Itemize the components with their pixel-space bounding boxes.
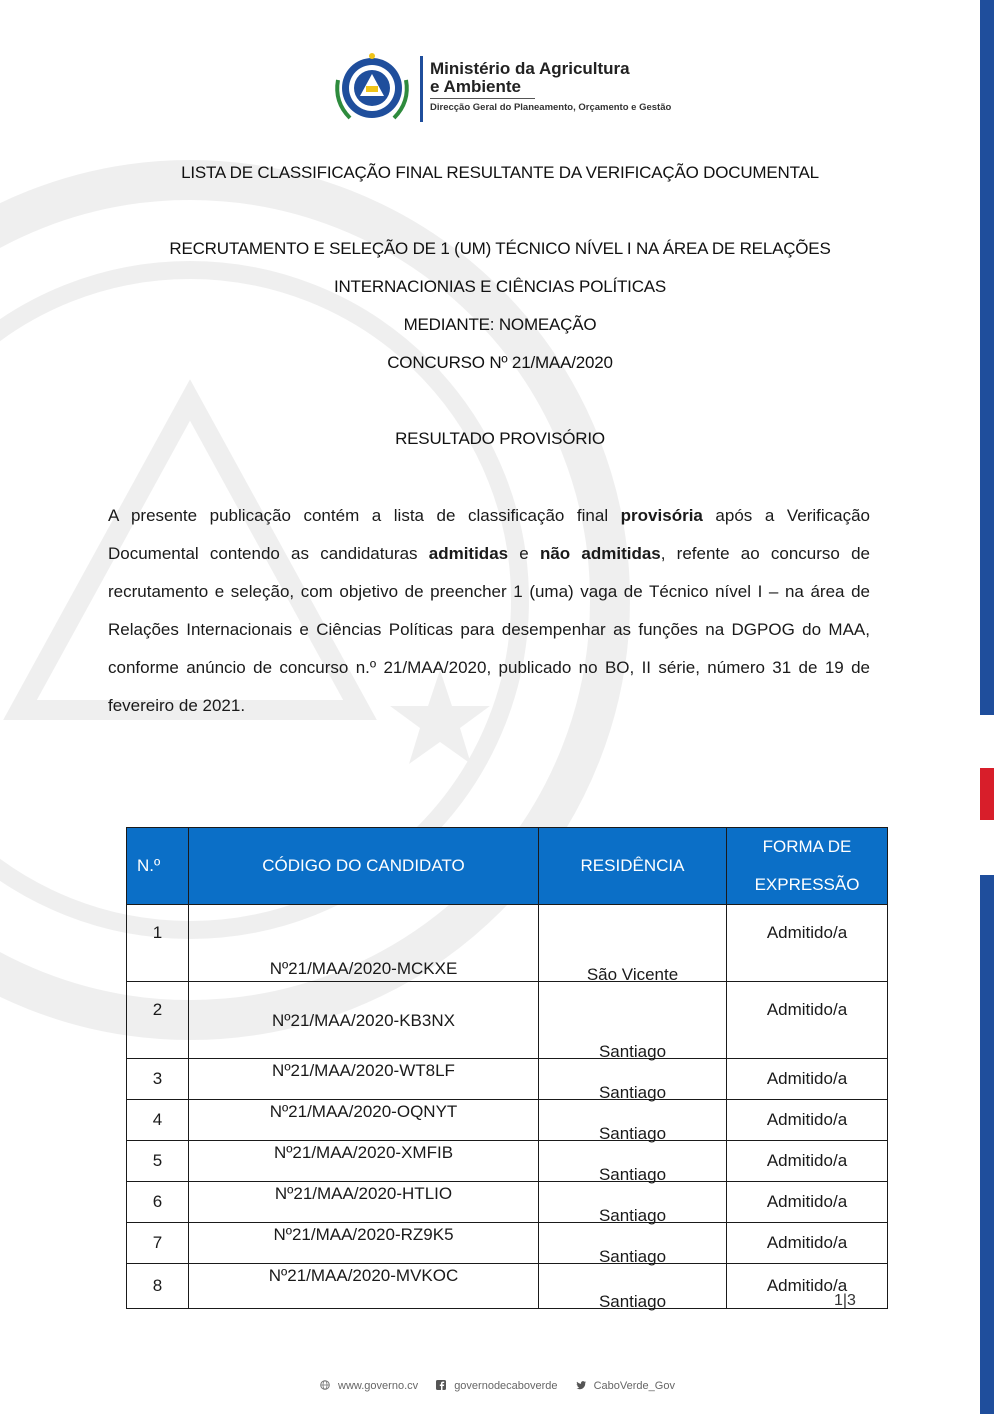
row-residence: São Vicente [539,905,727,982]
row-code: Nº21/MAA/2020-MCKXE [189,905,539,982]
twitter-icon [576,1380,586,1390]
candidates-table [126,827,888,1309]
row-num: 7 [127,1223,189,1264]
row-residence: Santiago [539,1100,727,1141]
row-status: Admitido/a [727,1059,888,1100]
row-status: Admitido/a [727,1182,888,1223]
row-residence: Santiago [539,1264,727,1309]
side-bar-blue-bottom [980,875,994,1414]
result-heading: RESULTADO PROVISÓRIO [395,429,605,448]
row-code: Nº21/MAA/2020-XMFIB [189,1141,539,1182]
row-num: 8 [127,1264,189,1309]
header-status: FORMA DE EXPRESSÃO [727,828,888,905]
table-row [127,1100,888,1141]
row-num: 3 [127,1059,189,1100]
row-residence: Santiago [539,1223,727,1264]
table-row [127,905,888,982]
table-row [127,1141,888,1182]
footer-facebook[interactable]: governodecaboverde [436,1380,565,1392]
row-status: Admitido/a [727,1141,888,1182]
table-row [127,982,888,1059]
row-code: Nº21/MAA/2020-KB3NX [189,982,539,1059]
row-residence: Santiago [539,982,727,1059]
row-num: 5 [127,1141,189,1182]
table-header-row [127,828,888,905]
table-row [127,1264,888,1309]
table-row [127,1223,888,1264]
table-row [127,1059,888,1100]
row-code: Nº21/MAA/2020-WT8LF [189,1059,539,1100]
footer-website[interactable]: www.governo.cv [320,1380,426,1392]
row-status: Admitido/a [727,1264,888,1309]
contest-number: CONCURSO Nº 21/MAA/2020 [387,353,613,372]
recruitment-title-line1: RECRUTAMENTO E SELEÇÃO DE 1 (UM) TÉCNICO NÍVEL I NA ÁREA DE RELAÇÕES [169,239,831,258]
ministry-underline [430,98,535,99]
header-residence: RESIDÊNCIA [539,828,727,905]
facebook-icon [436,1380,446,1390]
header-code: CÓDIGO DO CANDIDATO [189,828,539,905]
row-status: Admitido/a [727,1100,888,1141]
intro-paragraph: A presente publicação contém a lista de classificação final provisória após a Verificação Documental contendo as candidaturas admitidas e não admitidas, refente ao concurso de recrutamento e seleção, com objetivo de preencher 1 (uma) vaga de Técnico nível I – na área de Relações Internacionais e Ciências Políticas para desempenhar as funções na DGPOG do MAA, conforme anúncio de concurso n.º 21/MAA/2020, publicado no BO, II série, número 31 de 19 de fevereiro de 2021. [108,506,870,715]
header-num: N.º [127,828,189,905]
footer [0,1380,1000,1392]
row-residence: Santiago [539,1059,727,1100]
row-num: 4 [127,1100,189,1141]
ministry-header [330,50,690,130]
header-divider [420,56,423,122]
row-num: 2 [127,982,189,1059]
direction-name: Direcção Geral do Planeamento, Orçamento e Gestão [430,102,672,113]
row-status: Admitido/a [727,905,888,982]
recruitment-title-line2: INTERNACIONIAS E CIÊNCIAS POLÍTICAS [333,277,667,296]
row-num: 1 [127,905,189,982]
row-code: Nº21/MAA/2020-MVKOC [189,1264,539,1309]
row-code: Nº21/MAA/2020-HTLIO [189,1182,539,1223]
row-status: Admitido/a [727,982,888,1059]
row-residence: Santiago [539,1182,727,1223]
row-code: Nº21/MAA/2020-OQNYT [189,1100,539,1141]
ministry-name: Ministério da Agricultura e Ambiente [430,59,630,96]
footer-twitter[interactable]: CaboVerde_Gov [576,1380,680,1392]
table-row [127,1182,888,1223]
row-code: Nº21/MAA/2020-RZ9K5 [189,1223,539,1264]
cabo-verde-seal-logo [330,50,414,126]
row-residence: Santiago [539,1141,727,1182]
row-num: 6 [127,1182,189,1223]
row-status: Admitido/a [727,1223,888,1264]
page-number: 1|3 [834,1292,856,1309]
recruitment-mode: MEDIANTE: NOMEAÇÃO [403,315,597,334]
document-title: LISTA DE CLASSIFICAÇÃO FINAL RESULTANTE DA VERIFICAÇÃO DOCUMENTAL [181,163,819,182]
globe-icon [320,1380,330,1390]
side-bar-red [980,768,994,820]
